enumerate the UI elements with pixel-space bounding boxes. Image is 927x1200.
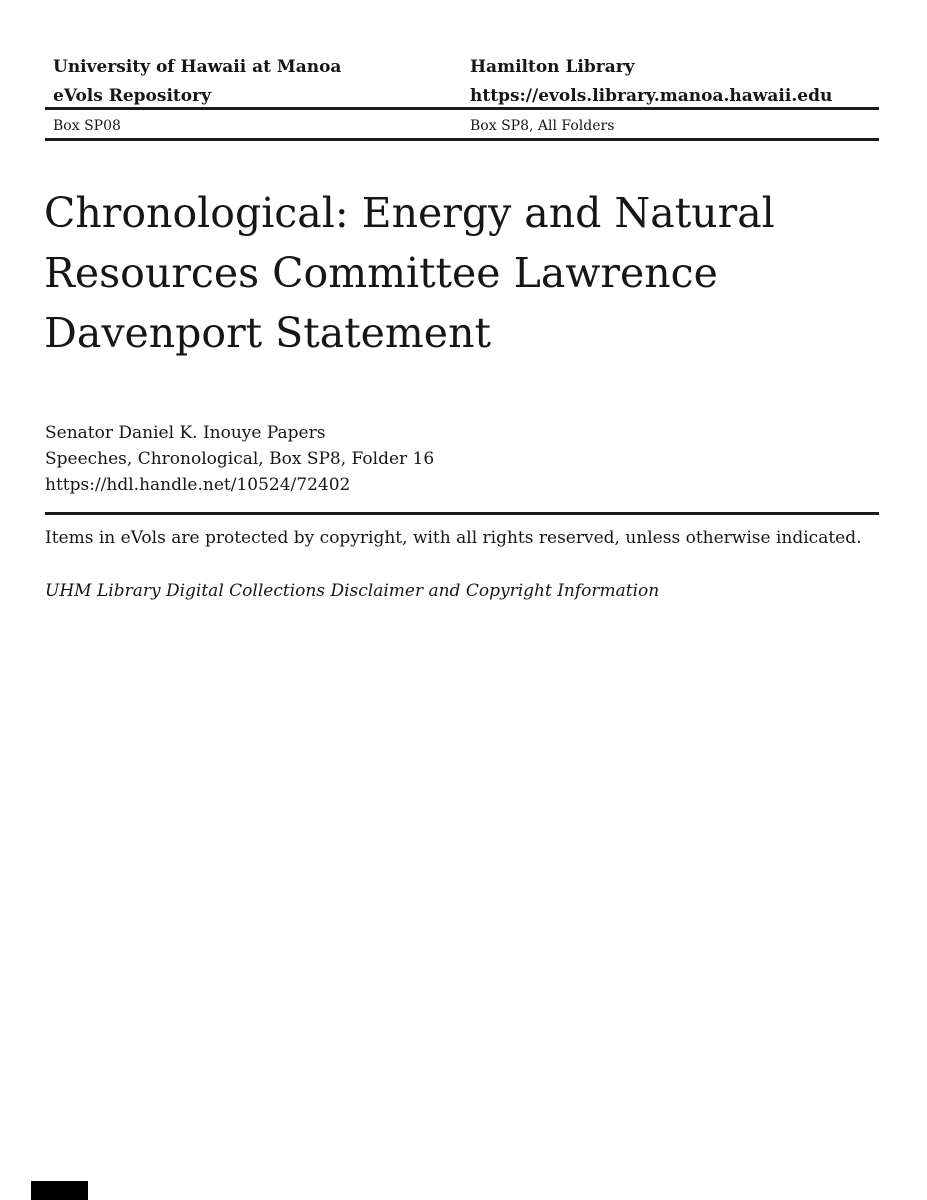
document-title-line-2: Resources Committee Lawrence <box>44 249 718 297</box>
handle-url-link[interactable]: https://hdl.handle.net/10524/72402 <box>45 475 351 495</box>
library-name: Hamilton Library <box>470 57 635 77</box>
copyright-divider-rule <box>45 512 879 515</box>
header-row-3 <box>45 115 879 137</box>
institution-name: University of Hawaii at Manoa <box>53 57 342 77</box>
document-title <box>44 183 884 363</box>
box-label: Box SP08 <box>53 118 121 134</box>
repository-url-link[interactable]: https://evols.library.manoa.hawaii.edu <box>470 86 833 106</box>
box-folders-label: Box SP8, All Folders <box>470 118 615 134</box>
document-title-line-3: Davenport Statement <box>44 309 491 357</box>
header-row-1 <box>45 53 879 82</box>
scan-artifact-black-bar <box>31 1181 88 1200</box>
collection-series: Speeches, Chronological, Box SP8, Folder 16 <box>45 449 435 469</box>
collection-info <box>45 420 434 498</box>
document-title-line-1: Chronological: Energy and Natural <box>44 189 775 237</box>
header-rule-bottom <box>45 138 879 141</box>
copyright-notice: Items in eVols are protected by copyright, with all rights reserved, unless otherwise indicated. <box>45 528 862 548</box>
disclaimer-copyright-link[interactable]: UHM Library Digital Collections Disclaimer and Copyright Information <box>45 581 660 601</box>
repository-name: eVols Repository <box>53 86 211 106</box>
header-rule-top <box>45 107 879 110</box>
collection-papers: Senator Daniel K. Inouye Papers <box>45 423 326 443</box>
